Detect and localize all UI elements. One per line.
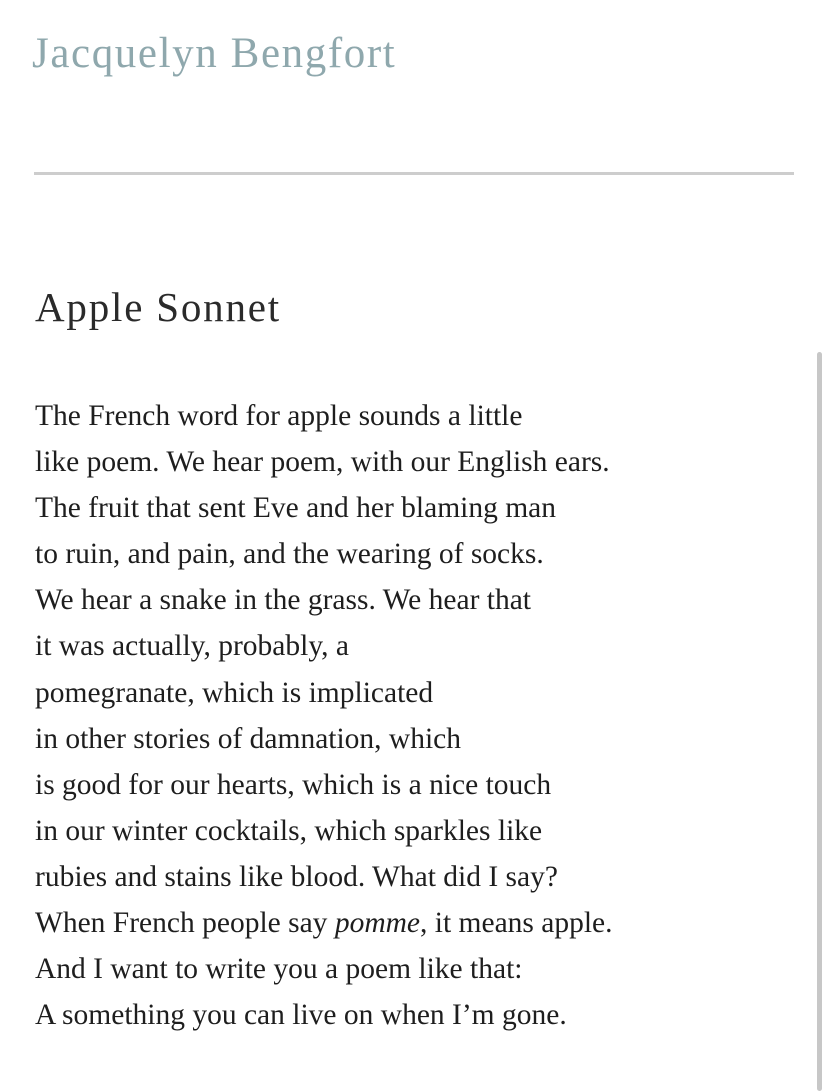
vertical-scrollbar[interactable] xyxy=(817,352,822,1091)
poem-line: The French word for apple sounds a little xyxy=(35,400,523,432)
poem-line: to ruin, and pain, and the wearing of socks. xyxy=(35,538,544,571)
poem-line: like poem. We hear poem, with our English ears. xyxy=(35,446,610,479)
poem-title: Apple Sonnet xyxy=(35,284,281,330)
site-title[interactable]: Jacquelyn Bengfort xyxy=(32,30,397,77)
poem-line-text: When French people say xyxy=(35,907,335,940)
poem-line: We hear a snake in the grass. We hear that xyxy=(35,584,531,617)
poem-line: is good for our hearts, which is a nice touch xyxy=(35,768,552,801)
header-divider xyxy=(34,172,794,175)
poem-line-text: , it means apple. xyxy=(420,907,613,940)
poem-body xyxy=(35,393,613,1038)
poem-line: The fruit that sent Eve and her blaming man xyxy=(35,492,557,525)
poem-line: in other stories of damnation, which xyxy=(35,722,462,755)
poem-line: rubies and stains like blood. What did I say? xyxy=(35,860,558,893)
poem-line-italic: pomme xyxy=(334,907,421,940)
poem-line: in our winter cocktails, which sparkles like xyxy=(35,814,543,847)
poem-line: it was actually, probably, a xyxy=(35,630,350,663)
poem-line xyxy=(35,900,613,946)
poem-line: A something you can live on when I’m gone. xyxy=(35,999,567,1032)
poem-line: And I want to write you a poem like that: xyxy=(35,953,523,986)
poem-line: pomegranate, which is implicated xyxy=(35,676,434,709)
